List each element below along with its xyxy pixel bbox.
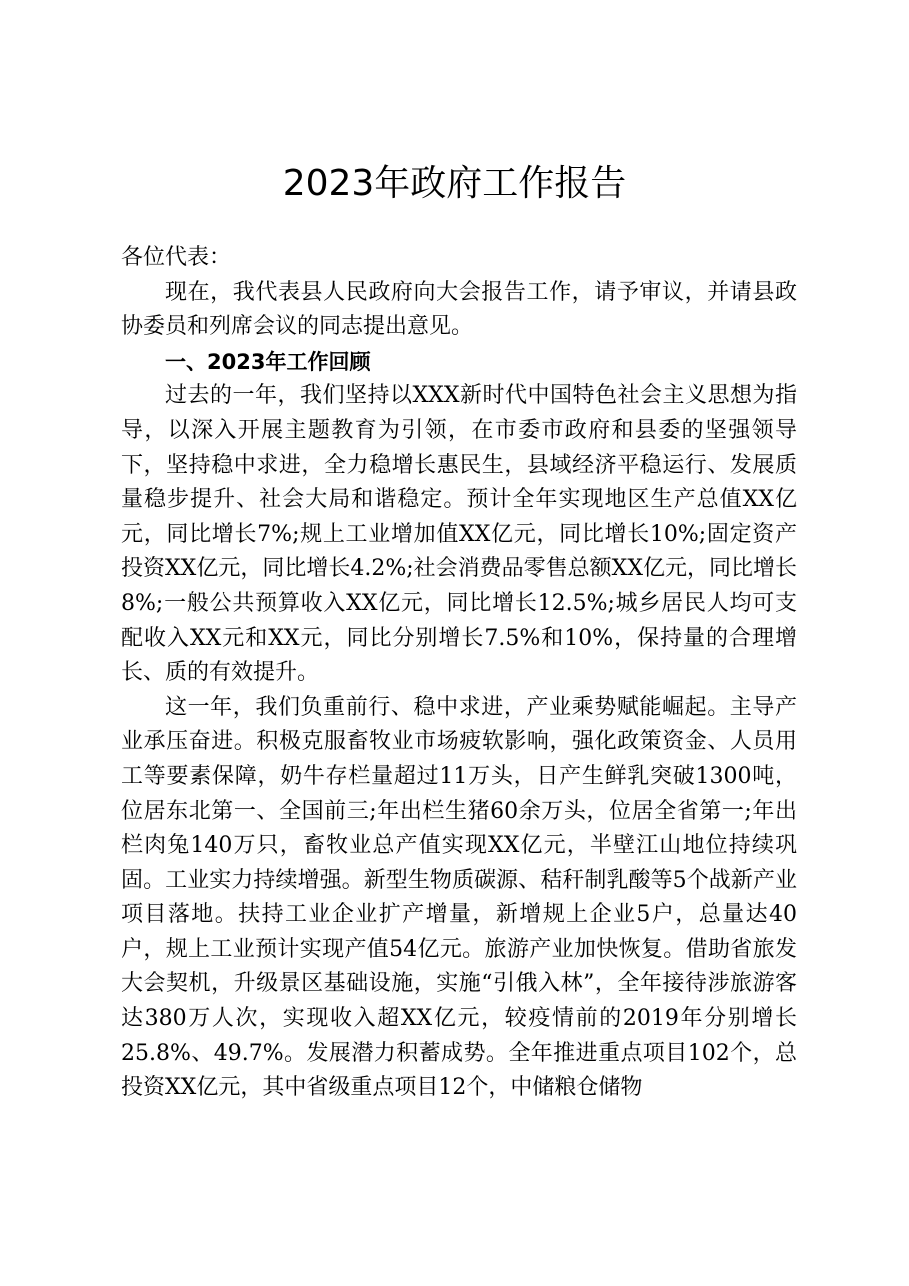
intro-paragraph: 现在，我代表县人民政府向大会报告工作，请予审议，并请县政协委员和列席会议的同志提出意见。 bbox=[121, 279, 797, 340]
review-paragraph: 过去的一年，我们坚持以XXX新时代中国特色社会主义思想为指导，以深入开展主题教育为引领，在市委市政府和县委的坚强领导下，坚持稳中求进，全力稳增长惠民生，县域经济平稳运行、发展质量稳步提升、社会大局和谐稳定。预计全年实现地区生产总值XX亿元，同比增长7%;规上工业增加值XX亿元，同比增长10%;固定资产投资XX亿元，同比增长4.2%;社会消费品零售总额XX亿元，同比增长8%;一般公共预算收入XX亿元，同比增长12.5%;城乡居民人均可支配收入XX元和XX元，同比分别增长7.5%和10%，保持量的合理增长、质的有效提升。 bbox=[121, 383, 797, 686]
salutation: 各位代表： bbox=[121, 245, 232, 270]
industry-paragraph: 这一年，我们负重前行、稳中求进，产业乘势赋能崛起。主导产业承压奋进。积极克服畜牧业市场疲软影响，强化政策资金、人员用工等要素保障，奶牛存栏量超过11万头，日产生鲜乳突破1300吨，位居东北第一、全国前三;年出栏生猪60余万头，位居全省第一;年出栏肉兔140万只，畜牧业总产值实现XX亿元，半壁江山地位持续巩固。工业实力持续增强。新型生物质碳源、秸秆制乳酸等5个战新产业项目落地。扶持工业企业扩产增量，新增规上企业5户，总量达40户，规上工业预计实现产值54亿元。旅游产业加快恢复。借助省旅发大会契机，升级景区基础设施，实施“引俄入林”，全年接待涉旅游客达380万人次，实现收入超XX亿元，较疫情前的2019年分别增长25.8%、49.7%。发展潜力积蓄成势。全年推进重点项目102个，总投资XX亿元，其中省级重点项目12个，中储粮仓储物 bbox=[121, 694, 798, 1101]
document-body bbox=[121, 241, 797, 1106]
section-heading: 一、2023年工作回顾 bbox=[165, 349, 371, 374]
document-title: 2023年政府工作报告 bbox=[282, 163, 627, 204]
